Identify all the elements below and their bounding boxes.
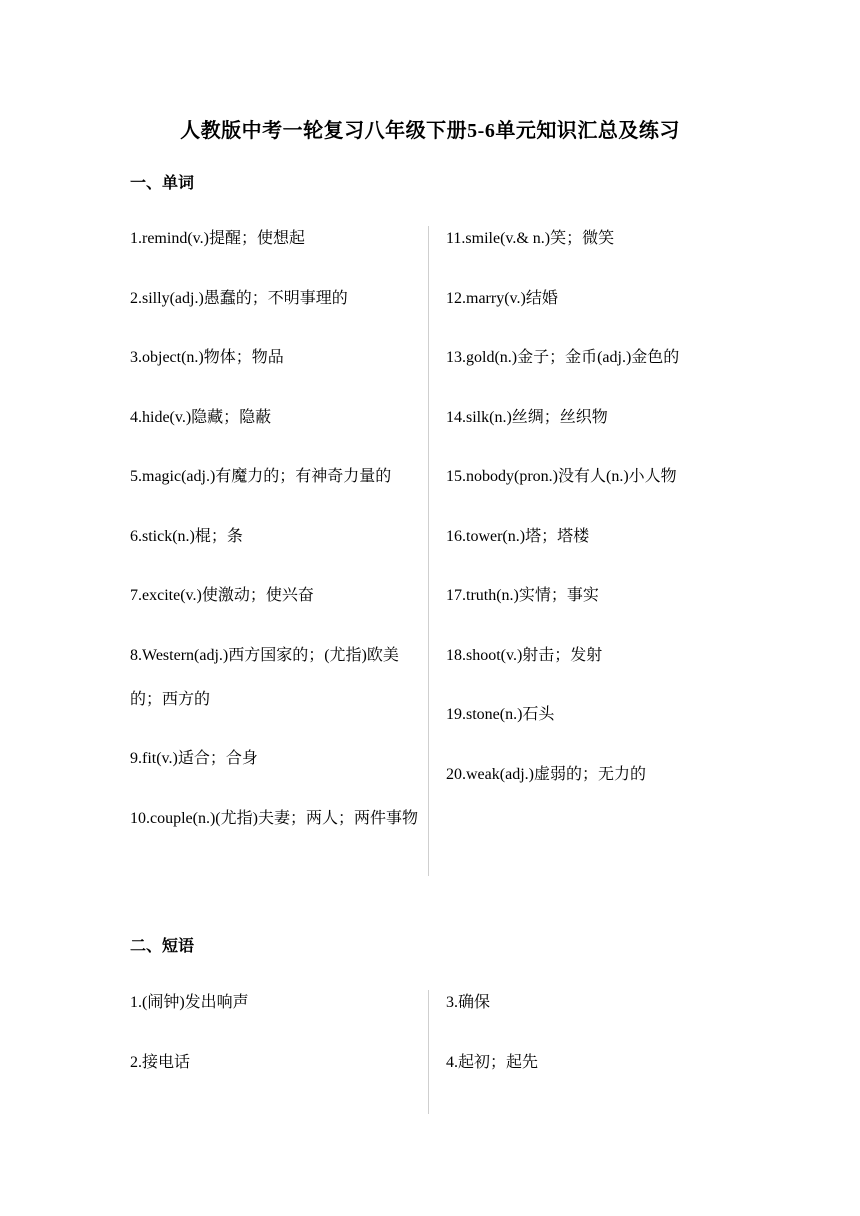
list-item: 5.magic(adj.)有魔力的；有神奇力量的	[130, 468, 392, 485]
list-item: 2.silly(adj.)愚蠢的；不明事理的	[130, 289, 348, 307]
section-heading-phrases: 二、短语	[130, 938, 195, 955]
list-item: 9.fit(v.)适合；合身	[130, 750, 258, 767]
list-item: 11.smile(v.& n.)笑；微笑	[446, 230, 615, 247]
list-item: 3.确保	[446, 994, 491, 1011]
list-item: 7.excite(v.)使激动；使兴奋	[130, 587, 314, 604]
list-item: 17.truth(n.)实情；事实	[446, 587, 599, 604]
list-item: 16.tower(n.)塔；塔楼	[446, 527, 590, 545]
list-item: 14.silk(n.)丝绸；丝织物	[446, 408, 608, 426]
list-item: 10.couple(n.)(尤指)夫妻；两人；两件事物	[130, 809, 418, 827]
vocabulary-list-left	[130, 217, 420, 841]
list-item: 15.nobody(pron.)没有人(n.)小人物	[446, 468, 677, 485]
column-divider	[428, 990, 429, 1114]
phrases-list-right	[446, 981, 716, 1085]
list-item: 1.remind(v.)提醒；使想起	[130, 230, 305, 247]
list-item: 8.Western(adj.)西方国家的；(尤指)欧美的；西方的	[130, 646, 399, 708]
list-item: 4.起初；起先	[446, 1053, 539, 1071]
list-item: 19.stone(n.)石头	[446, 706, 555, 723]
document-title: 人教版中考一轮复习八年级下册5-6单元知识汇总及练习	[180, 120, 680, 142]
list-item: 20.weak(adj.)虚弱的；无力的	[446, 765, 646, 783]
list-item: 6.stick(n.)棍；条	[130, 527, 243, 545]
list-item: 4.hide(v.)隐藏；隐蔽	[130, 408, 272, 426]
list-item: 18.shoot(v.)射击；发射	[446, 646, 603, 664]
list-item: 1.(闹钟)发出响声	[130, 994, 249, 1011]
column-divider	[428, 226, 429, 876]
list-item: 2.接电话	[130, 1053, 191, 1071]
section-heading-vocabulary: 一、单词	[130, 175, 195, 192]
list-item: 3.object(n.)物体；物品	[130, 349, 284, 366]
list-item: 12.marry(v.)结婚	[446, 289, 558, 307]
phrases-list-left	[130, 981, 420, 1085]
vocabulary-list-right	[446, 217, 716, 797]
list-item: 13.gold(n.)金子；金币(adj.)金色的	[446, 349, 680, 366]
